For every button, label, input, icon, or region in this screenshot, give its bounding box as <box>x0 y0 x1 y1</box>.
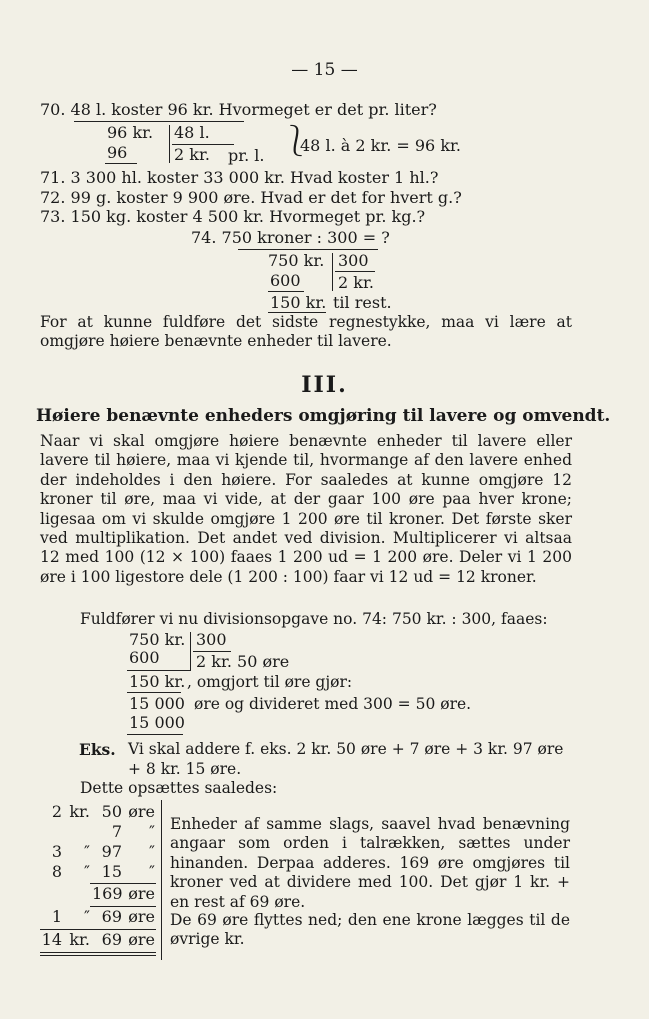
division-dividend: 750 kr. <box>129 630 186 649</box>
sum-table-cell: ″ <box>84 907 90 926</box>
rule <box>335 271 375 272</box>
brace: ⎱ <box>281 124 311 159</box>
example-setup: Dette opsættes saaledes: <box>80 779 278 797</box>
problem-73: 73. 150 kg. koster 4 500 kr. Hvormeget pr. kg.? <box>40 207 426 226</box>
sum-table-cell: 97 <box>101 842 122 861</box>
sum-table-cell: øre <box>128 802 155 821</box>
sum-table-cell: 50 <box>101 802 122 821</box>
side-paragraph: Enheder af samme slags, saavel hvad benævning angaar som orden i talrækken, sættes under hinanden. Derpaa adderes. 169 øre omgjøres til kroner ved at dividere med 100. Det gjør 1 kr. + en rest af 69 øre. <box>170 815 570 911</box>
conversion-result: øre og divideret med 300 = 50 øre. <box>194 695 472 713</box>
sum-table-cell: ″ <box>84 862 90 881</box>
body-paragraph: Naar vi skal omgjøre høiere benævnte enheder til lavere eller lavere til høiere, maa vi kjende til, hvormange af den lavere enhed der indeholdes i den høiere. For saaledes at kunne omgjøre 12 kroner til øre, maa vi vide, at der gaar 100 øre paa hver krone; ligesaa om vi skulde omgjøre 1 200 øre til kroner. Det første sker ved multiplikation. Det andet ved division. Multiplicerer vi altsaa 12 med 100 (12 × 100) faaes 1 200 ud = 1 200 øre. Deler vi 1 200 øre i 100 ligestore dele (1 200 : 100) faar vi 12 ud = 12 kroner. <box>40 432 572 586</box>
section-heading: Høiere benævnte enheders omgjøring til lavere og omvendt. <box>36 406 611 426</box>
sum-table-cell: kr. <box>69 802 90 821</box>
table-divider <box>161 800 162 960</box>
sum-table-cell: 14 <box>41 930 62 949</box>
sum-table-cell: ″ <box>149 842 155 861</box>
sum-rule <box>40 952 156 953</box>
sum-table-cell: kr. <box>69 930 90 949</box>
problem-71: 71. 3 300 hl. koster 33 000 kr. Hvad koster 1 hl.? <box>40 168 439 187</box>
sum-table-cell: 1 <box>51 907 62 926</box>
problem-70: 70. 48 l. koster 96 kr. Hvormeget er det pr. liter? <box>40 100 437 119</box>
sum-table-cell: ″ <box>149 822 155 841</box>
division-bar <box>190 632 191 670</box>
sum-table-cell: 15 <box>101 862 122 881</box>
problem-74: 74. 750 kroner : 300 = ? <box>191 228 390 247</box>
section-number: III. <box>301 372 348 398</box>
division-quotient: 2 kr. <box>174 145 210 164</box>
division-product: 600 <box>270 271 301 290</box>
sum-table-cell: 2 <box>51 802 62 821</box>
division-dividend: 96 kr. <box>107 123 154 142</box>
check-note: 48 l. à 2 kr. = 96 kr. <box>300 136 461 155</box>
sum-table-cell: 69 <box>101 930 122 949</box>
division-quotient: 2 kr. <box>338 273 374 292</box>
division-product: 600 <box>129 648 160 667</box>
sum-table-cell: ″ <box>84 842 90 861</box>
sum-table-cell: 169 <box>92 884 123 903</box>
sum-table-cell: 3 <box>51 842 62 861</box>
division-dividend: 750 kr. <box>268 251 325 270</box>
sum-rule <box>90 883 156 884</box>
division-remainder: 150 kr. <box>129 672 186 691</box>
problem-72: 72. 99 g. koster 9 900 øre. Hvad er det for hvert g.? <box>40 188 462 207</box>
rule <box>74 121 244 122</box>
sum-table-cell: ″ <box>149 862 155 881</box>
example-line-2: + 8 kr. 15 øre. <box>128 760 242 778</box>
fulfil-line: Fuldfører vi nu divisionsopgave no. 74: 750 kr. : 300, faaes: <box>80 610 548 628</box>
division-divisor: 48 l. <box>174 123 210 142</box>
product-value: 15 000 <box>129 713 185 732</box>
sum-table-cell: øre <box>128 884 155 903</box>
division-divisor: 300 <box>338 251 369 270</box>
conversion-text: , omgjort til øre gjør: <box>187 673 353 691</box>
division-remainder: 150 kr. <box>270 293 327 312</box>
division-unit: pr. l. <box>228 146 265 165</box>
side-paragraph-2: De 69 øre flyttes ned; den ene krone lægges til de øvrige kr. <box>170 911 570 949</box>
rule <box>127 692 181 693</box>
intro-paragraph: For at kunne fuldføre det sidste regnestykke, maa vi lære at omgjøre høiere benævnte enheder til lavere. <box>40 313 572 351</box>
division-quotient: 2 kr. 50 øre <box>196 652 290 671</box>
rule <box>238 249 378 250</box>
division-bar <box>169 125 170 163</box>
sum-table-cell: øre <box>128 907 155 926</box>
example-line-1: Vi skal addere f. eks. 2 kr. 50 øre + 7 øre + 3 kr. 97 øre <box>128 740 564 758</box>
rule <box>127 734 183 735</box>
rule <box>127 670 191 671</box>
converted-value: 15 000 <box>129 694 185 713</box>
division-product: 96 <box>107 143 128 162</box>
rule <box>105 163 137 164</box>
page-number: — 15 — <box>291 60 358 80</box>
sum-rule <box>90 906 156 907</box>
example-label: Eks. <box>79 740 116 759</box>
rule <box>268 291 304 292</box>
sum-table-cell: øre <box>128 930 155 949</box>
sum-rule <box>40 929 156 930</box>
sum-table-cell: 7 <box>111 822 122 841</box>
division-bar <box>332 253 333 291</box>
division-rest-label: til rest. <box>333 293 392 312</box>
sum-rule <box>40 955 156 956</box>
sum-table-cell: 69 <box>101 907 122 926</box>
division-divisor: 300 <box>196 630 227 649</box>
sum-table-cell: 8 <box>51 862 62 881</box>
